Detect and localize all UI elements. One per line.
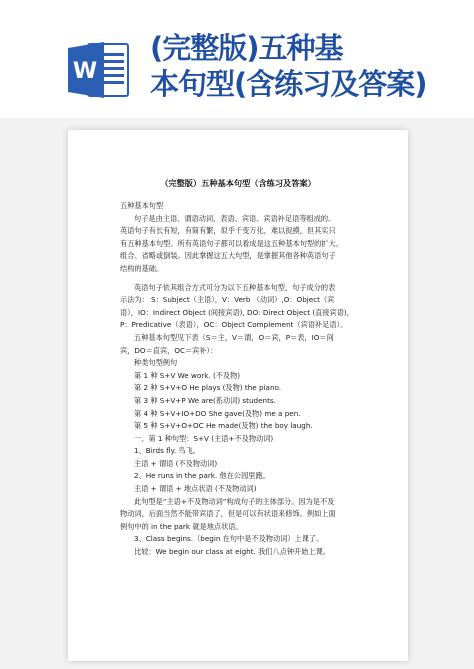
table-row: 第 2 种 S+V+O He plays (及物) the piano. xyxy=(134,383,282,393)
table-row: 第 5 种 S+V+O+OC He made(及物) the boy laugh. xyxy=(134,421,313,431)
document-body xyxy=(120,200,364,559)
example-line: 3、Class begins.（begin 在句中是不及物动词）上课了。 xyxy=(134,534,324,544)
title-line-1: (完整版)五种基 xyxy=(150,31,343,65)
document-preview-area xyxy=(0,118,474,669)
paragraph-line: 英语句子有长有短，有简有繁，似乎千变万化，难以捉摸，但其实只 xyxy=(120,226,336,236)
example-line: 主语 + 谓语 + 地点状语 (不及物动词) xyxy=(134,484,257,494)
paragraph-line: 句子是由主语、谓语动词、表语、宾语、宾语补足语等组成的。 xyxy=(134,213,336,223)
document-title: （完整版）五种基本句型（含练习及答案） xyxy=(160,178,316,188)
header-banner xyxy=(0,0,474,118)
table-header-line: 种类句型例句 xyxy=(134,358,178,368)
example-line: 1、Birds fly. 鸟飞。 xyxy=(134,446,200,456)
paragraph-line: 示法为： S：Subject（主语），V：Verb （动词）,O：Object（宾 xyxy=(120,295,335,305)
table-row: 第 1 种 S+V We work. (不及物) xyxy=(134,370,241,380)
page-title xyxy=(150,30,470,102)
paragraph-line: 五种基本句型见下表（S＝主，V＝谓，O＝宾，P＝表，IO＝间 xyxy=(134,332,334,342)
paragraph-line: 物动词，后面当然不能带宾语了，但是可以有状语来修饰。例如上面 xyxy=(120,509,336,519)
document-page xyxy=(68,130,408,661)
table-row: 第 4 种 S+V+IO+DO She gave(及物) me a pen. xyxy=(134,408,301,418)
paragraph-line: P：Predicative（表语），OC：Object Complement（宾语补足语）。 xyxy=(120,320,348,330)
paragraph-line: 例句中的 in the park 就是地点状语。 xyxy=(120,521,243,531)
paragraph-line: 组合、省略或倒装。因此掌握这五大句型，是掌握其他各种英语句子 xyxy=(120,251,336,261)
paragraph-line: 结构的基础。 xyxy=(120,263,164,273)
section-heading: 五种基本句型 xyxy=(120,201,164,210)
paragraph-line: 英语句子依其组合方式可分为以下五种基本句型，句子成分的表 xyxy=(134,282,336,292)
svg-text:W: W xyxy=(72,59,98,84)
word-document-icon xyxy=(68,40,132,100)
example-line: 比较：We begin our class at eight. 我们八点钟开始上课。 xyxy=(134,547,330,557)
paragraph-line: 宾，DO＝直宾，OC＝宾补）： xyxy=(120,345,218,355)
title-line-2: 本句型(含练习及答案) xyxy=(150,67,427,101)
subsection-heading: 一、第 1 种句型：S+V (主语+不及物动词) xyxy=(134,433,274,443)
paragraph-line: 有五种基本句型。所有英语句子都可以看成是这五种基本句型的扩大、 xyxy=(120,238,343,248)
table-row: 第 3 种 S+V+P We are(系动词) students. xyxy=(134,395,276,405)
paragraph-line: 语），IO：Indirect Object (间接宾语), DO: Direct Object (直接宾语)， xyxy=(120,307,354,317)
paragraph-line: 此句型是“主语+不及物动词”构成句子的主体部分。因为是不及 xyxy=(134,496,335,506)
example-line: 2、He runs in the park. 他在公园里跑。 xyxy=(134,471,270,481)
example-line: 主语 + 谓语 (不及物动词) xyxy=(134,458,218,468)
